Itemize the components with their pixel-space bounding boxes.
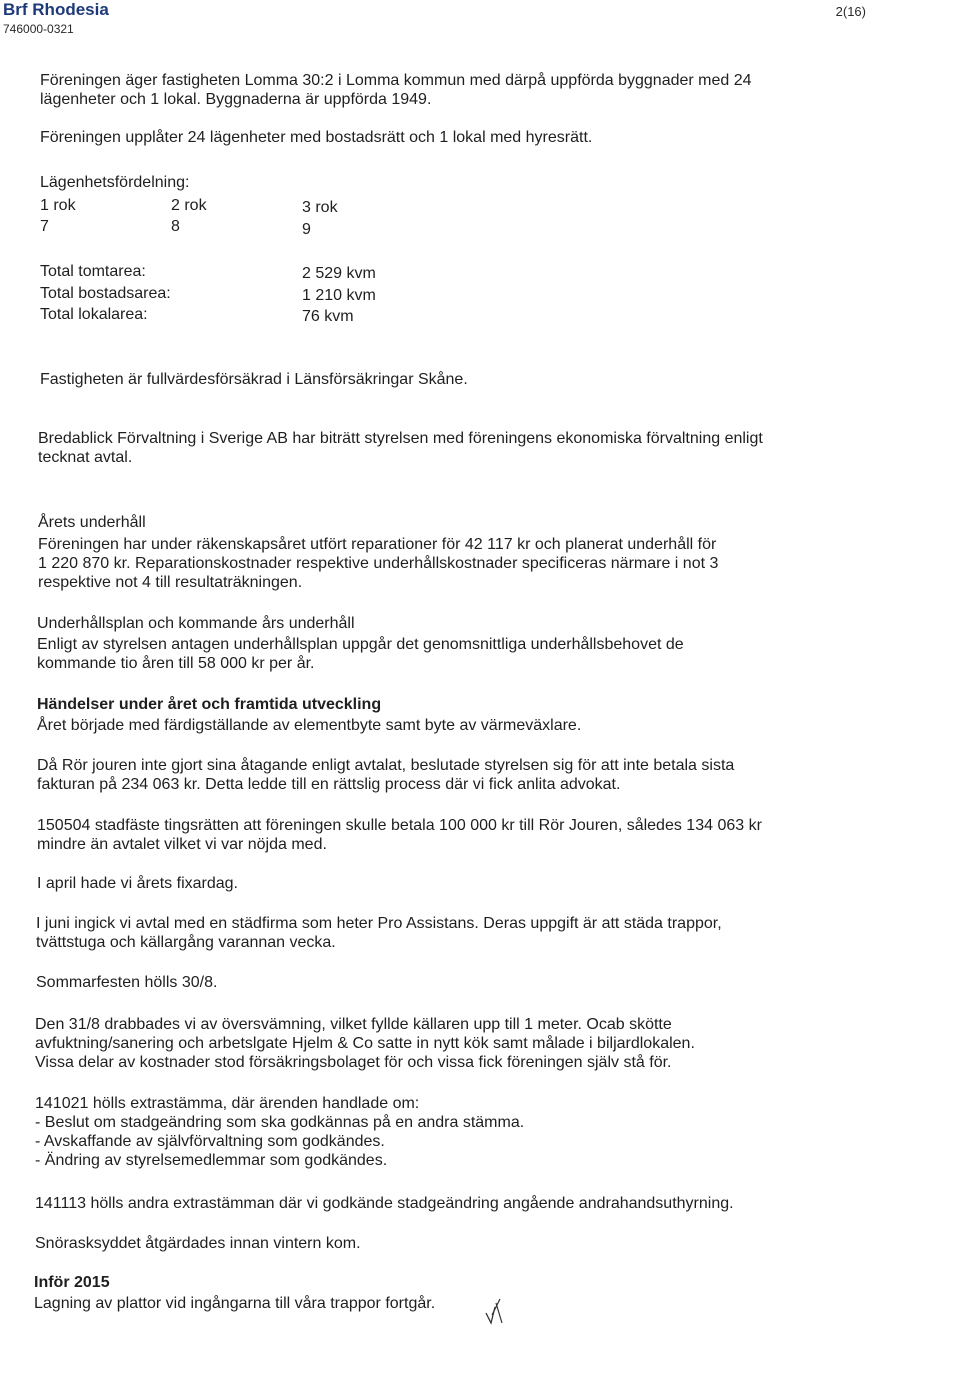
organization-name: Brf Rhodesia	[3, 0, 109, 19]
events-paragraph: Den 31/8 drabbades vi av översvämning, vilket fyllde källaren upp till 1 meter. Ocab skötte avfuktning/sanering och arbetslgate Hjelm & Co satte in nytt kök samt målade i biljardlokalen. Vissa delar av kostnader stod försäkringsbolaget för och vissa fick föreningen själv stå för.	[35, 1016, 695, 1071]
apartments-label: Lägenhetsfördelning:	[40, 174, 190, 191]
lease-paragraph: Föreningen upplåter 24 lägenheter med bostadsrätt och 1 lokal med hyresrätt.	[40, 129, 593, 146]
events-paragraph: 150504 stadfäste tingsrätten att föreningen skulle betala 100 000 kr till Rör Jouren, således 134 063 kr mindre än avtalet vilket vi var nöjda med.	[37, 817, 762, 853]
area-value: 1 210 kvm	[302, 287, 376, 304]
apartment-count: 7	[40, 218, 49, 235]
events-paragraph: Året började med färdigställande av elementbyte samt byte av värmeväxlare.	[37, 717, 582, 734]
area-label: Total bostadsarea:	[40, 285, 171, 302]
plan-title: Underhållsplan och kommande års underhåll	[37, 615, 355, 632]
area-value: 76 kvm	[302, 308, 354, 325]
apartment-type: 3 rok	[302, 199, 338, 216]
events-paragraph: Då Rör jouren inte gjort sina åtagande enligt avtalat, beslutade styrelsen sig för att inte betala sista fakturan på 234 063 kr. Detta ledde till en rättslig process där vi fick anlita advokat.	[37, 757, 735, 793]
plan-paragraph: Enligt av styrelsen antagen underhållsplan uppgår det genomsnittliga underhållsbehovet de kommande tio åren till 58 000 kr per år.	[37, 636, 684, 672]
apartment-type: 2 rok	[171, 197, 207, 214]
events-paragraph: I juni ingick vi avtal med en städfirma som heter Pro Assistans. Deras uppgift är att städa trappor, tvättstuga och källargång varannan vecka.	[36, 915, 722, 951]
events-paragraph: I april hade vi årets fixardag.	[37, 875, 238, 892]
apartment-type: 1 rok	[40, 197, 76, 214]
apartment-count: 8	[171, 218, 180, 235]
page-number: 2(16)	[835, 4, 866, 19]
management-paragraph: Bredablick Förvaltning i Sverige AB har biträtt styrelsen med föreningens ekonomiska förvaltning enligt tecknat avtal.	[38, 430, 763, 466]
events-paragraph: Sommarfesten hölls 30/8.	[36, 974, 218, 991]
events-paragraph: 141113 hölls andra extrastämman där vi godkände stadgeändring angående andrahandsuthyrning.	[35, 1195, 734, 1212]
area-label: Total lokalarea:	[40, 306, 148, 323]
organization-number: 746000-0321	[3, 22, 74, 36]
intro-paragraph: Föreningen äger fastigheten Lomma 30:2 i Lomma kommun med därpå uppförda byggnader med 24 lägenheter och 1 lokal. Byggnaderna är uppförda 1949.	[40, 72, 752, 108]
events-paragraph: 141021 hölls extrastämma, där ärenden handlade om: - Beslut om stadgeändring som ska godkännas på en andra stämma. - Avskaffande av självförvaltning som godkändes. - Ändring av styrelsemedlemmar som godkändes.	[35, 1095, 525, 1169]
area-value: 2 529 kvm	[302, 265, 376, 282]
maintenance-paragraph: Föreningen har under räkenskapsåret utfört reparationer för 42 117 kr och planerat underhåll för 1 220 870 kr. Reparationskostnader respektive underhållskostnader specificeras närmare i not 3 respektive not 4 till resultaträkningen.	[38, 536, 719, 591]
events-paragraph: Snörasksyddet åtgärdades innan vintern kom.	[35, 1235, 361, 1252]
events-heading: Händelser under året och framtida utveckling	[37, 696, 382, 713]
future-paragraph: Lagning av plattor vid ingångarna till våra trappor fortgår.	[34, 1295, 436, 1312]
area-label: Total tomtarea:	[40, 263, 146, 280]
signature-initials	[483, 1293, 513, 1325]
insurance-paragraph: Fastigheten är fullvärdesförsäkrad i Länsförsäkringar Skåne.	[40, 371, 468, 388]
future-heading: Inför 2015	[34, 1274, 110, 1291]
maintenance-title: Årets underhåll	[38, 514, 146, 531]
apartment-count: 9	[302, 221, 311, 238]
